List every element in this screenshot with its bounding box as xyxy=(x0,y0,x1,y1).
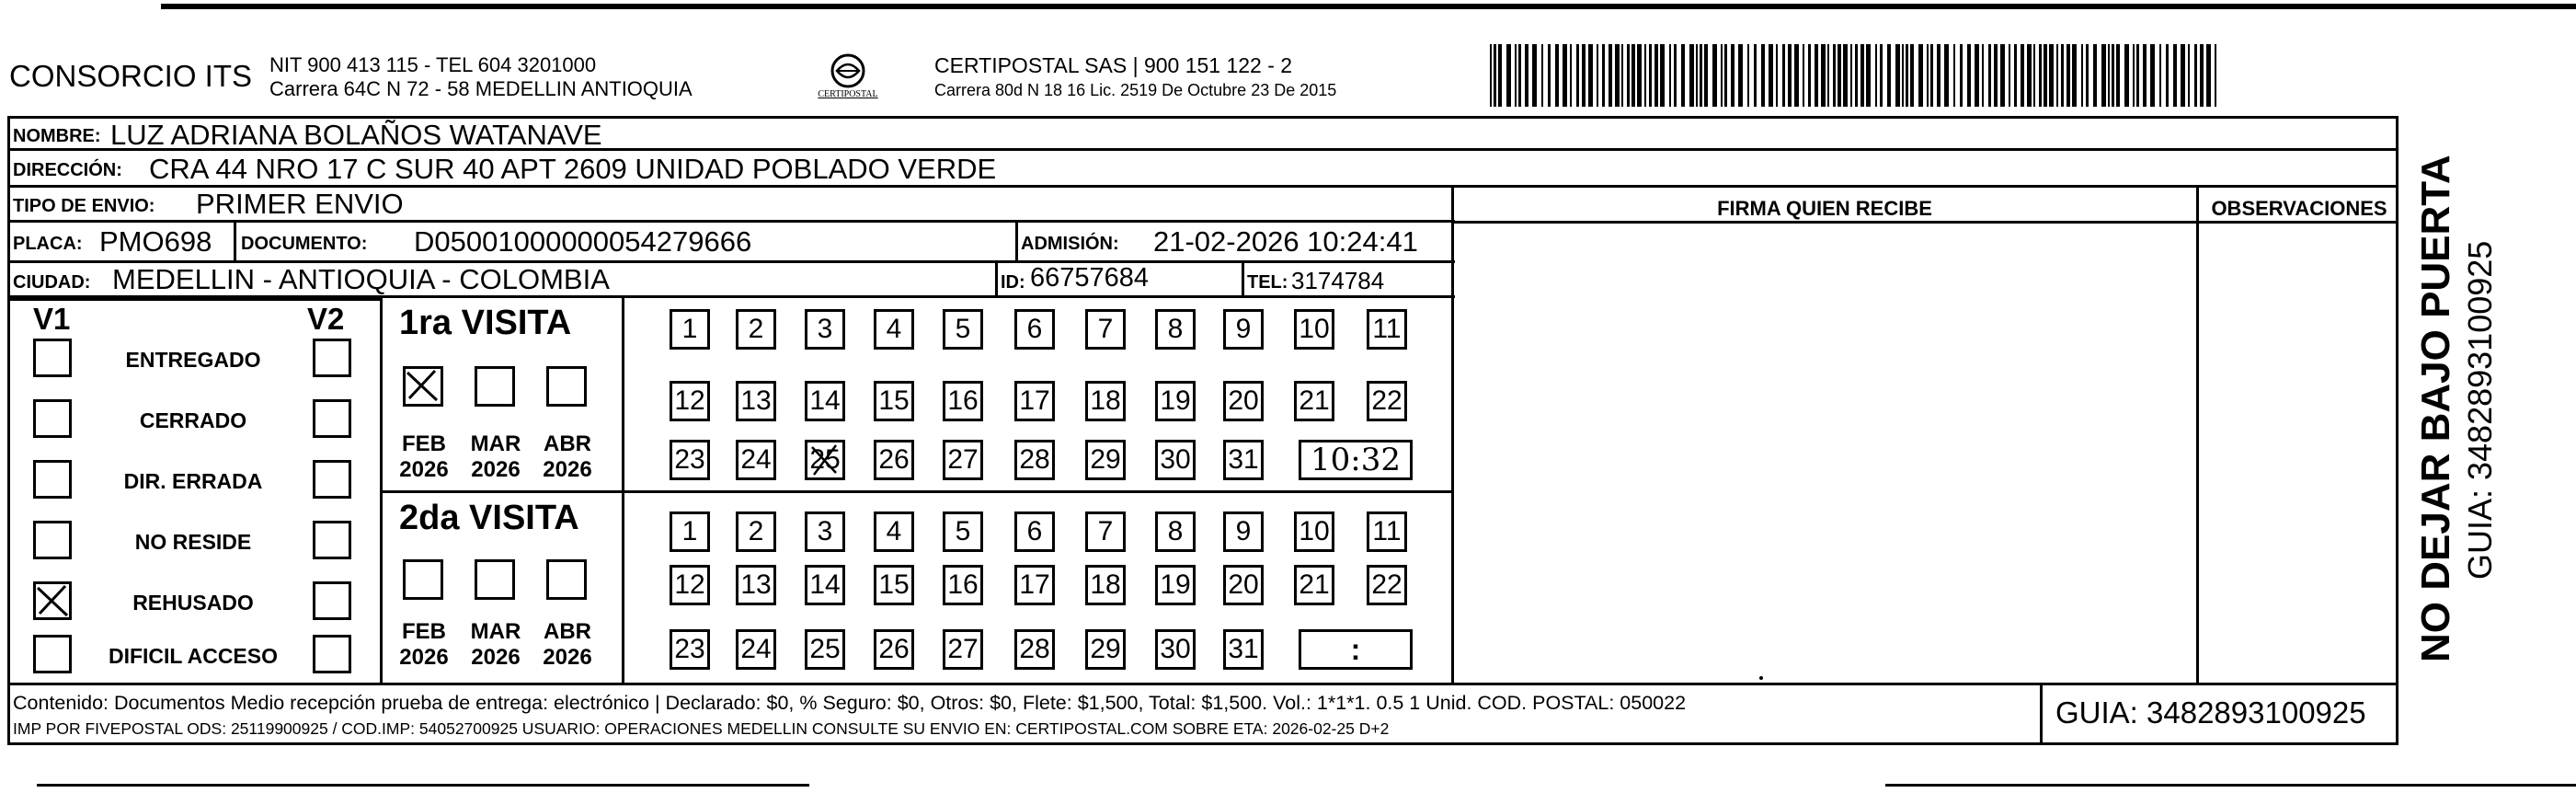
month-checkbox[interactable] xyxy=(475,559,515,600)
placa-divider xyxy=(234,223,236,263)
day-box[interactable] xyxy=(1155,309,1196,350)
day-box[interactable] xyxy=(1223,440,1264,480)
v1-checkbox[interactable] xyxy=(33,581,72,620)
day-box[interactable] xyxy=(1367,381,1407,421)
day-number: 9 xyxy=(1235,314,1252,344)
company-name: CONSORCIO ITS xyxy=(9,59,253,93)
day-number: 1 xyxy=(681,516,698,546)
day-box[interactable] xyxy=(943,309,983,350)
day-number: 3 xyxy=(817,314,833,344)
day-number: 13 xyxy=(740,385,772,416)
day-box[interactable] xyxy=(1155,511,1196,552)
day-box[interactable] xyxy=(1155,565,1196,605)
day-number: 19 xyxy=(1160,569,1191,600)
day-box[interactable] xyxy=(1367,309,1407,350)
day-box[interactable] xyxy=(874,381,914,421)
day-number: 27 xyxy=(947,634,979,664)
check-mark-icon xyxy=(34,582,71,619)
day-box[interactable] xyxy=(1014,565,1055,605)
day-box[interactable] xyxy=(736,511,776,552)
day-box[interactable] xyxy=(874,629,914,670)
status-label: REHUSADO xyxy=(132,591,254,615)
day-box[interactable] xyxy=(1085,381,1126,421)
day-box[interactable] xyxy=(1085,511,1126,552)
day-box[interactable] xyxy=(1294,381,1334,421)
admision-label: ADMISIÓN: xyxy=(1021,234,1119,254)
status-label: DIR. ERRADA xyxy=(123,469,263,493)
day-box[interactable] xyxy=(805,511,845,552)
day-number: 19 xyxy=(1160,385,1191,416)
day-number: 30 xyxy=(1160,444,1191,475)
day-box[interactable] xyxy=(1014,511,1055,552)
day-number: 24 xyxy=(740,444,772,475)
row-direccion xyxy=(9,151,2399,188)
v2-checkbox[interactable] xyxy=(313,521,351,559)
certipostal-address: Carrera 80d N 18 16 Lic. 2519 De Octubre 23 De 2015 xyxy=(934,81,1337,99)
day-number: 21 xyxy=(1299,385,1330,416)
day-box[interactable] xyxy=(1367,565,1407,605)
v1-checkbox[interactable] xyxy=(33,399,72,438)
admision-divider xyxy=(1015,223,1018,263)
company-address: Carrera 64C N 72 - 58 MEDELLIN ANTIOQUIA xyxy=(269,77,693,100)
day-number: 4 xyxy=(886,516,902,546)
day-box[interactable] xyxy=(943,629,983,670)
day-number: 14 xyxy=(809,385,841,416)
day-number: 16 xyxy=(947,569,979,600)
day-number: 21 xyxy=(1299,569,1330,600)
month-divider xyxy=(622,298,624,683)
month-checkbox[interactable] xyxy=(546,559,587,600)
day-box[interactable] xyxy=(1085,629,1126,670)
day-box[interactable] xyxy=(1223,629,1264,670)
tipo-value: PRIMER ENVIO xyxy=(196,188,404,220)
direccion-value: CRA 44 NRO 17 C SUR 40 APT 2609 UNIDAD POBLADO VERDE xyxy=(149,153,997,185)
v2-checkbox[interactable] xyxy=(313,581,351,620)
day-number: 5 xyxy=(955,516,971,546)
day-box[interactable] xyxy=(943,440,983,480)
day-box[interactable] xyxy=(874,440,914,480)
month-label: MAR xyxy=(470,619,521,644)
day-number: 12 xyxy=(674,569,705,600)
time-box[interactable] xyxy=(1299,629,1413,670)
observaciones-label: OBSERVACIONES xyxy=(2211,197,2387,220)
year-label: 2026 xyxy=(471,645,521,670)
v1-checkbox[interactable] xyxy=(33,460,72,499)
row-nombre xyxy=(9,116,2399,151)
v2-checkbox[interactable] xyxy=(313,399,351,438)
id-divider xyxy=(995,263,998,298)
row-ciudad xyxy=(9,263,1455,298)
time-value: : xyxy=(1350,633,1361,666)
year-label: 2026 xyxy=(543,645,592,670)
month-label: ABR xyxy=(544,619,591,644)
signature-box[interactable] xyxy=(1454,224,2196,683)
status-label: DIFICIL ACCESO xyxy=(108,644,278,668)
day-number: 23 xyxy=(674,634,705,664)
day-box[interactable] xyxy=(670,565,710,605)
imp-line: IMP POR FIVEPOSTAL ODS: 25119900925 / COD.IMP: 54052700925 USUARIO: OPERACIONES MEDELLIN CONSULTE SU ENVIO EN: CERTIPOSTAL.COM SOBRE ETA: 2026-02-25 D+2 xyxy=(13,719,1390,738)
nit-line: NIT 900 413 115 - TEL 604 3201000 xyxy=(269,53,597,76)
tel-divider xyxy=(1242,263,1244,298)
day-number: 22 xyxy=(1371,385,1402,416)
time-value: 10:32 xyxy=(1311,442,1401,478)
day-box[interactable] xyxy=(1155,381,1196,421)
ciudad-label: CIUDAD: xyxy=(13,272,91,293)
day-number: 20 xyxy=(1228,385,1259,416)
day-number: 3 xyxy=(817,516,833,546)
bottom-line-left xyxy=(37,784,809,787)
tipo-label: TIPO DE ENVIO: xyxy=(13,196,155,216)
day-box[interactable] xyxy=(1367,511,1407,552)
day-number: 6 xyxy=(1026,516,1043,546)
day-box[interactable] xyxy=(943,381,983,421)
month-checkbox[interactable] xyxy=(546,366,587,407)
day-box[interactable] xyxy=(805,629,845,670)
month-checkbox[interactable] xyxy=(403,559,443,600)
side-guia: GUIA: 3482893100925 xyxy=(2461,240,2499,580)
day-box[interactable] xyxy=(1014,381,1055,421)
side-warning: NO DEJAR BAJO PUERTA xyxy=(2413,155,2458,662)
day-box[interactable] xyxy=(1294,511,1334,552)
bottom-line-right xyxy=(1885,784,2576,787)
day-box[interactable] xyxy=(736,440,776,480)
day-number: 28 xyxy=(1019,444,1050,475)
day-box[interactable] xyxy=(1155,629,1196,670)
day-box[interactable] xyxy=(805,565,845,605)
year-label: 2026 xyxy=(399,645,449,670)
day-number: 2 xyxy=(748,516,764,546)
month-checkbox[interactable] xyxy=(475,366,515,407)
day-number: 14 xyxy=(809,569,841,600)
day-box[interactable] xyxy=(1014,440,1055,480)
placa-label: PLACA: xyxy=(13,234,83,254)
day-box[interactable] xyxy=(805,309,845,350)
month-checkbox[interactable] xyxy=(403,366,443,407)
day-number: 27 xyxy=(947,444,979,475)
time-box[interactable] xyxy=(1299,440,1413,480)
day-box[interactable] xyxy=(874,511,914,552)
day-number: 9 xyxy=(1235,516,1252,546)
day-box[interactable] xyxy=(736,309,776,350)
id-value: 66757684 xyxy=(1030,263,1150,293)
day-number: 7 xyxy=(1097,516,1114,546)
day-cross-icon xyxy=(805,440,845,480)
v1-label: V1 xyxy=(33,302,71,336)
day-box[interactable] xyxy=(1085,440,1126,480)
day-number: 22 xyxy=(1371,569,1402,600)
admision-value: 21-02-2026 10:24:41 xyxy=(1153,225,1418,258)
check-mark-icon xyxy=(404,367,441,404)
day-box[interactable] xyxy=(1014,309,1055,350)
row-placa xyxy=(9,223,1455,263)
nombre-label: NOMBRE: xyxy=(13,126,101,146)
firma-label: FIRMA QUIEN RECIBE xyxy=(1717,197,1932,220)
day-number: 8 xyxy=(1167,516,1184,546)
day-number: 11 xyxy=(1372,314,1402,344)
day-number: 26 xyxy=(878,634,910,664)
year-label: 2026 xyxy=(399,457,449,482)
v2-checkbox[interactable] xyxy=(313,339,351,377)
tel-value: 3174784 xyxy=(1291,267,1385,294)
day-box[interactable] xyxy=(1085,309,1126,350)
day-box[interactable] xyxy=(943,511,983,552)
day-number: 11 xyxy=(1372,516,1402,546)
day-number: 23 xyxy=(674,444,705,475)
second-visit-title: 2da VISITA xyxy=(399,499,579,537)
day-number: 10 xyxy=(1299,516,1330,546)
v1-checkbox[interactable] xyxy=(33,635,72,673)
day-number: 6 xyxy=(1026,314,1043,344)
v1-checkbox[interactable] xyxy=(33,339,72,377)
day-box[interactable] xyxy=(736,565,776,605)
top-border-line xyxy=(161,4,2576,9)
day-number: 15 xyxy=(878,569,910,600)
day-box[interactable] xyxy=(1014,629,1055,670)
year-label: 2026 xyxy=(471,457,521,482)
status-label: CERRADO xyxy=(139,408,247,432)
day-box[interactable] xyxy=(805,440,845,480)
day-number: 17 xyxy=(1019,569,1050,600)
day-number: 8 xyxy=(1167,314,1184,344)
footer-guia-box xyxy=(2040,683,2399,745)
day-number: 15 xyxy=(878,385,910,416)
day-box[interactable] xyxy=(1223,309,1264,350)
day-number: 24 xyxy=(740,634,772,664)
tel-label: TEL: xyxy=(1247,272,1288,293)
first-visit-title: 1ra VISITA xyxy=(399,304,572,342)
day-number: 29 xyxy=(1090,444,1121,475)
day-box[interactable] xyxy=(670,309,710,350)
day-number: 31 xyxy=(1228,444,1259,475)
contents-line: Contenido: Documentos Medio recepción prueba de entrega: electrónico | Declarado: $0, % Seguro: $0, Otros: $0, Flete: $1,500, Total: $1,500. Vol.: 1*1*1. 0.5 1 Unid. COD. POSTAL: 050022 xyxy=(13,692,1687,714)
day-box[interactable] xyxy=(670,440,710,480)
day-number: 1 xyxy=(681,314,698,344)
day-number: 16 xyxy=(947,385,979,416)
day-number: 18 xyxy=(1090,569,1121,600)
month-label: MAR xyxy=(470,431,521,456)
day-number: 4 xyxy=(886,314,902,344)
documento-label: DOCUMENTO: xyxy=(241,234,368,254)
day-box[interactable] xyxy=(1223,381,1264,421)
certipostal-logo xyxy=(811,51,885,106)
day-box[interactable] xyxy=(1294,565,1334,605)
day-box[interactable] xyxy=(736,381,776,421)
month-label: FEB xyxy=(402,431,446,456)
day-box[interactable] xyxy=(874,309,914,350)
day-number: 25 xyxy=(809,634,841,664)
logo-text: CERTIPOSTAL xyxy=(818,89,878,99)
day-number: 7 xyxy=(1097,314,1114,344)
month-label: FEB xyxy=(402,619,446,644)
status-label: ENTREGADO xyxy=(125,348,261,372)
day-number: 2 xyxy=(748,314,764,344)
day-box[interactable] xyxy=(670,511,710,552)
day-box[interactable] xyxy=(736,629,776,670)
id-label: ID: xyxy=(1001,272,1025,293)
day-box[interactable] xyxy=(1223,511,1264,552)
day-number: 12 xyxy=(674,385,705,416)
signature-dot xyxy=(1759,676,1763,680)
day-number: 17 xyxy=(1019,385,1050,416)
day-box[interactable] xyxy=(943,565,983,605)
nombre-value: LUZ ADRIANA BOLAÑOS WATANAVE xyxy=(110,119,602,151)
v2-label: V2 xyxy=(307,302,345,336)
day-number: 10 xyxy=(1299,314,1330,344)
day-box[interactable] xyxy=(805,381,845,421)
day-number: 25 xyxy=(809,444,841,475)
placa-value: PMO698 xyxy=(99,225,212,258)
day-box[interactable] xyxy=(1294,309,1334,350)
day-box[interactable] xyxy=(670,629,710,670)
year-label: 2026 xyxy=(543,457,592,482)
v2-checkbox[interactable] xyxy=(313,635,351,673)
day-number: 30 xyxy=(1160,634,1191,664)
v1-checkbox[interactable] xyxy=(33,521,72,559)
certipostal-line: CERTIPOSTAL SAS | 900 151 122 - 2 xyxy=(934,53,1293,77)
day-number: 29 xyxy=(1090,634,1121,664)
documento-value: D05001000000054279666 xyxy=(414,225,752,258)
day-number: 13 xyxy=(740,569,772,600)
day-number: 18 xyxy=(1090,385,1121,416)
day-box[interactable] xyxy=(1223,565,1264,605)
month-label: ABR xyxy=(544,431,591,456)
ciudad-value: MEDELLIN - ANTIOQUIA - COLOMBIA xyxy=(112,263,610,295)
day-number: 5 xyxy=(955,314,971,344)
day-box[interactable] xyxy=(670,381,710,421)
row-tipo xyxy=(9,188,1455,223)
observaciones-box[interactable] xyxy=(2199,224,2399,683)
direccion-label: DIRECCIÓN: xyxy=(13,160,122,180)
barcode xyxy=(1490,44,2226,109)
day-number: 31 xyxy=(1228,634,1259,664)
day-box[interactable] xyxy=(1155,440,1196,480)
day-box[interactable] xyxy=(874,565,914,605)
footer-guia: GUIA: 3482893100925 xyxy=(2055,695,2366,730)
status-label: NO RESIDE xyxy=(134,530,252,554)
day-box[interactable] xyxy=(1085,565,1126,605)
day-number: 20 xyxy=(1228,569,1259,600)
day-number: 28 xyxy=(1019,634,1050,664)
day-number: 26 xyxy=(878,444,910,475)
visit-split xyxy=(383,490,1451,493)
v2-checkbox[interactable] xyxy=(313,460,351,499)
